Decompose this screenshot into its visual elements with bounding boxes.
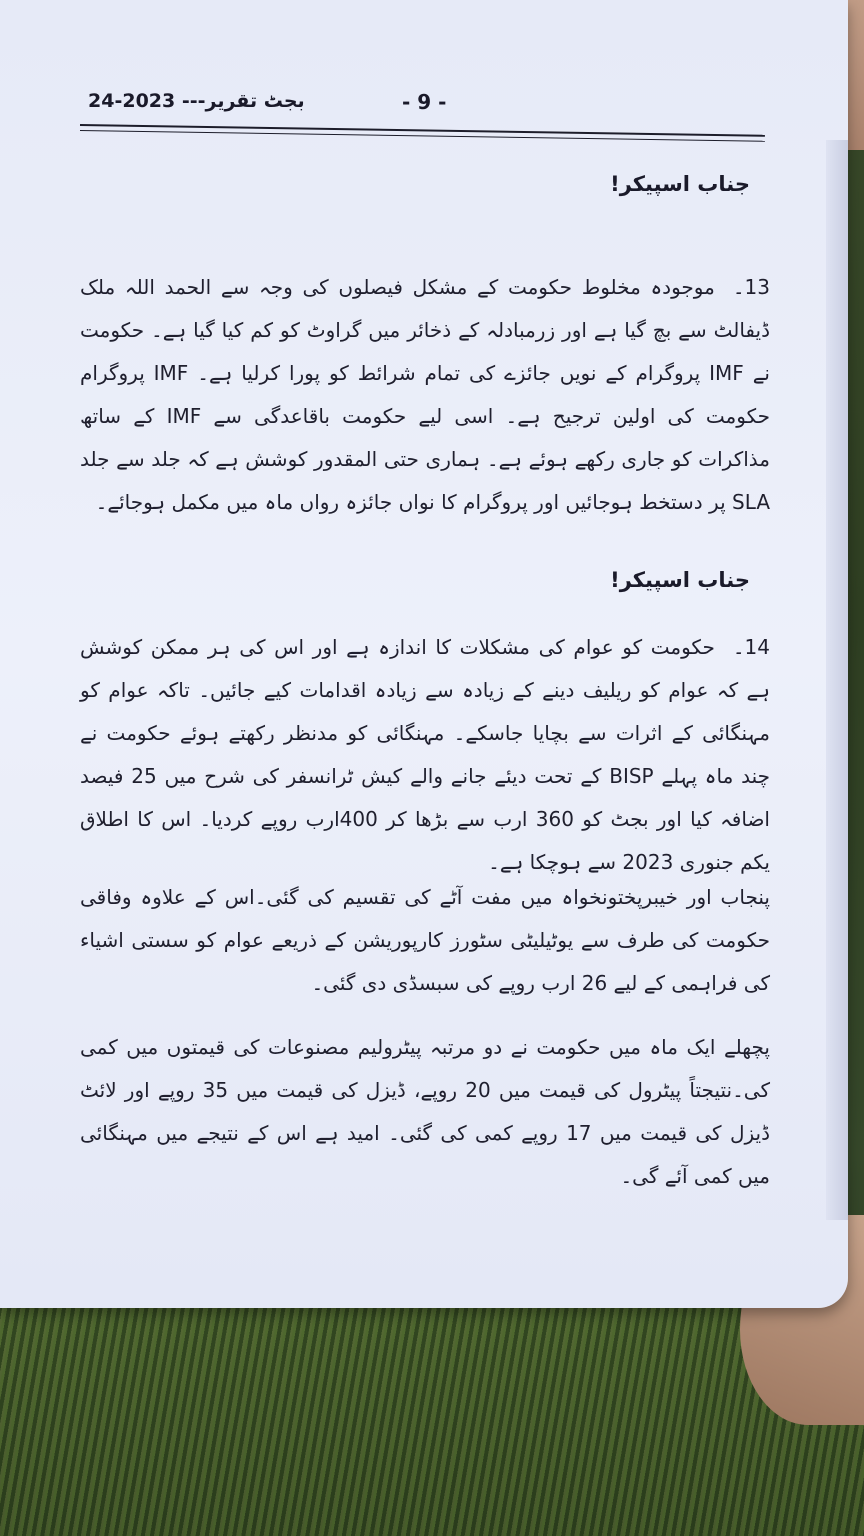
paragraph-14 [80,626,770,884]
page-number: - 9 - [402,90,447,114]
paragraph-text: موجودہ مخلوط حکومت کے مشکل فیصلوں کی وجہ سے الحمد اللہ ملک ڈیفالٹ سے بچ گیا ہے اور زرمبادلہ کے ذخائر میں گراوٹ کو کم کیا گیا ہے۔ حکومت نے IMF پروگرام کے نویں جائزے کی تمام شرائط کو پورا کرلیا ہے۔ IMF پروگرام حکومت کی اولین ترجیح ہے۔ اسی لیے حکومت باقاعدگی سے IMF کے ساتھ مذاکرات کو جاری رکھے ہوئے ہے۔ ہماری حتی المقدور کوشش ہے کہ جلد سے جلد SLA پر دستخط ہوجائیں اور پروگرام کا نواں جائزہ رواں ماہ میں مکمل ہوجائے۔ [80,275,770,514]
paragraph-text: پنجاب اور خیبرپختونخواہ میں مفت آٹے کی تقسیم کی گئی۔اس کے علاوہ وفاقی حکومت کی طرف سے یوٹیلیٹی سٹورز کارپوریشن کے ذریعے عوام کو سستی اشیاء کی فراہمی کے لیے 26 ارب روپے کی سبسڈی دی گئی۔ [80,885,770,995]
paragraph-petroleum-prices [80,1026,770,1198]
section-heading: جناب اسپیکر! [610,172,750,196]
section-heading: جناب اسپیکر! [610,568,750,592]
page-header [80,84,765,124]
paragraph-text: پچھلے ایک ماہ میں حکومت نے دو مرتبہ پیٹرولیم مصنوعات کی قیمتوں میں کمی کی۔نتیجتاً پیٹرول کی قیمت میں 20 روپے، ڈیزل کی قیمت میں 35 روپے اور لائٹ ڈیزل کی قیمت میں 17 روپے کمی کی گئی۔ امید ہے اس کے نتیجے میں مہنگائی میں کمی آئے گی۔ [80,1035,770,1188]
paragraph-13 [80,266,770,524]
paragraph-number: 13۔ [732,275,770,299]
grass-background [0,1280,864,1536]
header-title: بجٹ تقریر--- 2023-24 [88,90,305,112]
paragraph-number: 14۔ [732,635,770,659]
paragraph-flour-subsidy [80,876,770,1005]
page-edge [826,140,848,1220]
header-rule-thin [80,130,765,142]
paragraph-text: حکومت کو عوام کی مشکلات کا اندازہ ہے اور اس کی ہر ممکن کوشش ہے کہ عوام کو ریلیف دینے کے زیادہ سے زیادہ اقدامات کیے جائیں۔ تاکہ عوام کو مہنگائی کے اثرات سے بچایا جاسکے۔ مہنگائی کو مدنظر رکھتے ہوئے حکومت نے چند ماہ پہلے BISP کے تحت دیئے جانے والے کیش ٹرانسفر کی شرح میں 25 فیصد اضافہ کیا اور بجٹ کو 360 ارب سے بڑھا کر 400ارب روپے کردیا۔ اس کا اطلاق یکم جنوری 2023 سے ہوچکا ہے۔ [80,635,770,874]
